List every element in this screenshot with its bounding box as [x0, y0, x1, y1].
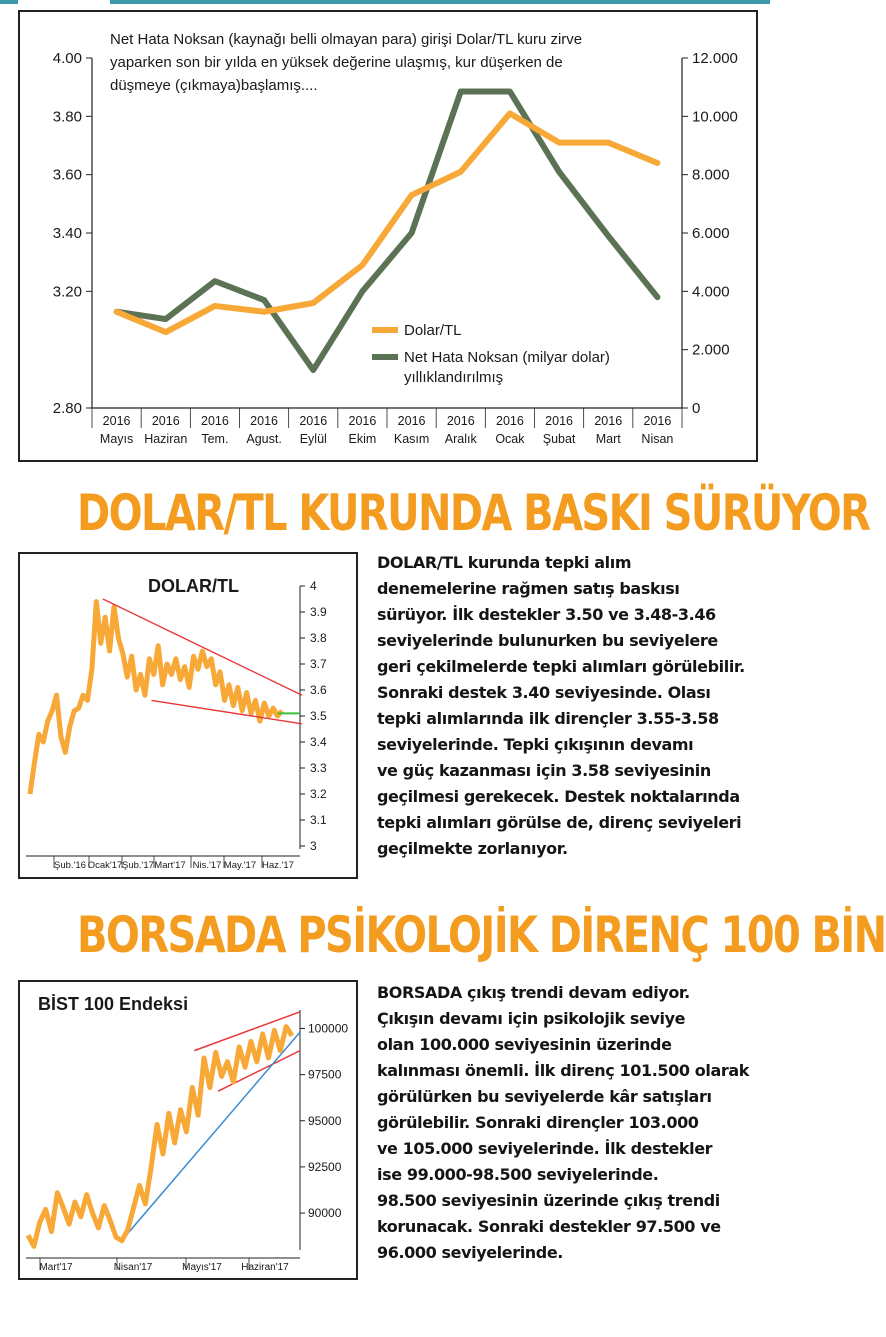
bist-commentary-line: ise 99.000-98.500 seviyelerinde.: [377, 1165, 659, 1184]
x-axis-year-label: 2016: [545, 414, 573, 428]
bist-commentary-line: korunacak. Sonraki destekler 97.500 ve: [377, 1217, 721, 1236]
bist-chart: [20, 982, 356, 1278]
dolar-y-tick-label: 4: [310, 579, 317, 593]
dolar-chart-title: DOLAR/TL: [148, 576, 239, 596]
x-axis-year-label: 2016: [397, 414, 426, 428]
x-axis-year-label: 2016: [594, 414, 623, 428]
dolar-commentary-line: ve güç kazanması için 3.58 seviyesinin: [377, 761, 711, 780]
dolar-x-tick-label: May.'17: [223, 860, 257, 871]
dolar-y-tick-label: 3.5: [310, 709, 327, 723]
dolar-commentary-line: tepki alımlarında ilk dirençler 3.55-3.58: [377, 709, 719, 728]
main-annotation-line-2: yaparken son bir yılda en yüksek değerine ulaşmış, kur düşerken de: [110, 54, 563, 71]
dolar-commentary-line: denemelerine rağmen satış baskısı: [377, 579, 680, 598]
x-axis-month-label: Nisan: [641, 432, 674, 446]
x-axis-month-label: Mart: [595, 432, 621, 446]
bist-commentary-line: Çıkışın devamı için psikolojik seviye: [377, 1009, 686, 1028]
x-axis-month-label: Ocak: [495, 432, 525, 446]
legend-nhn-label-line-2: yıllıklandırılmış: [404, 369, 504, 386]
bist-commentary: [377, 980, 767, 1266]
x-axis-month-label: Ekim: [348, 432, 377, 446]
bist-commentary-line: 98.500 seviyesinin üzerinde çıkış trendi: [377, 1191, 720, 1210]
x-axis-month-label: Tem.: [201, 432, 229, 446]
right-axis-tick-label: 10.000: [692, 108, 738, 126]
bist-x-tick-label: Nisan'17: [113, 1262, 153, 1273]
dolar-x-tick-label: Ocak'17: [87, 860, 123, 871]
dolar-price-line: [30, 602, 282, 794]
main-annotation-line-1: Net Hata Noksan (kaynağı belli olmayan para) girişi Dolar/TL kuru zirve: [110, 31, 583, 48]
x-axis-year-label: 2016: [348, 414, 377, 428]
bist-chart-series: [28, 1012, 300, 1246]
main-annotation-line-3: düşmeye (çıkmaya)başlamış....: [110, 77, 318, 94]
left-axis-tick-label: 3.60: [52, 166, 82, 184]
bist-y-tick-label: 100000: [308, 1021, 349, 1036]
x-axis-month-label: Agust.: [246, 432, 282, 446]
dolar-x-tick-label: Haz.'17: [262, 860, 294, 871]
x-axis-month-label: Haziran: [144, 432, 188, 446]
dolar-chart-panel: [18, 552, 358, 879]
dolar-commentary-line: geçilmekte zorlanıyor.: [377, 839, 568, 858]
bist-y-tick-label: 97500: [308, 1067, 342, 1082]
x-axis-year-label: 2016: [201, 414, 229, 428]
bist-y-tick-label: 90000: [308, 1206, 342, 1221]
left-axis-tick-label: 3.40: [52, 225, 82, 242]
dolar-commentary-line: sürüyor. İlk destekler 3.50 ve 3.48-3.46: [377, 605, 716, 624]
right-axis-tick-label: 12.000: [692, 50, 738, 67]
heading-borsa: BORSADA PSİKOLOJİK DİRENÇ 100 BİN: [77, 906, 886, 964]
bist-x-tick-label: Haziran'17: [241, 1262, 289, 1273]
dolar-commentary: [377, 550, 767, 862]
bist-x-tick-label: Mayıs'17: [182, 1262, 222, 1273]
bist-y-tick-label: 95000: [308, 1113, 342, 1128]
dolar-commentary-line: geçilmesi gerekecek. Destek noktalarında: [377, 787, 740, 806]
bist-chart-title: BİST 100 Endeksi: [38, 994, 189, 1014]
bist-commentary-line: görülürken bu seviyelerde kâr satışları: [377, 1087, 712, 1106]
bist-commentary-line: ve 105.000 seviyelerinde. İlk destekler: [377, 1139, 713, 1158]
x-axis-month-label: Mayıs: [99, 432, 134, 446]
right-axis-tick-label: 6.000: [692, 225, 730, 242]
x-axis-month-label: Şubat: [542, 432, 576, 446]
right-axis-tick-label: 8.000: [692, 166, 730, 184]
legend-nhn-label-line-1: Net Hata Noksan (milyar dolar): [404, 349, 610, 366]
x-axis-month-label: Aralık: [444, 432, 477, 446]
dolar-y-tick-label: 3.6: [310, 683, 327, 697]
x-axis-year-label: 2016: [250, 414, 278, 428]
x-axis-year-label: 2016: [643, 414, 672, 428]
dolar-y-tick-label: 3.4: [310, 735, 327, 749]
dolar-commentary-line: Sonraki destek 3.40 seviyesinde. Olası: [377, 683, 711, 702]
dolar-chart: [20, 554, 356, 877]
left-axis-tick-label: 3.80: [52, 108, 82, 126]
x-axis-year-label: 2016: [446, 414, 475, 428]
dolar-x-tick-label: Şub.'17: [122, 860, 154, 871]
dolar-commentary-line: DOLAR/TL kurunda tepki alım: [377, 553, 632, 572]
top-accent-left: [0, 0, 18, 4]
bist-chart-panel: [18, 980, 358, 1280]
dolar-commentary-line: geri çekilmelerde tepki alımları görülebilir.: [377, 657, 745, 676]
dolar-commentary-line: tepki alımları görülse de, direnç seviyeleri: [377, 813, 742, 832]
left-axis-tick-label: 3.20: [52, 283, 82, 301]
x-axis-year-label: 2016: [299, 414, 328, 428]
left-axis-tick-label: 4.00: [52, 50, 82, 67]
dolar-series-line: [117, 113, 658, 332]
dolar-x-tick-label: Nis.'17: [192, 860, 222, 871]
main-chart: [20, 12, 756, 460]
dolar-chart-series: [30, 599, 302, 794]
dolar-x-tick-label: Mart'17: [154, 860, 186, 871]
top-accent-right: [110, 0, 770, 4]
bist-commentary-line: 96.000 seviyelerinde.: [377, 1243, 563, 1262]
bist-chart-axes: [26, 1010, 348, 1273]
dolar-y-tick-label: 3.7: [310, 657, 327, 671]
bist-commentary-line: görülebilir. Sonraki dirençler 103.000: [377, 1113, 699, 1132]
dolar-y-tick-label: 3.1: [310, 813, 327, 827]
bist-commentary-line: olan 100.000 seviyesinin üzerinde: [377, 1035, 672, 1054]
dolar-y-tick-label: 3.9: [310, 605, 327, 619]
left-axis-tick-label: 2.80: [52, 400, 82, 417]
right-axis-tick-label: 2.000: [692, 341, 730, 359]
right-axis-tick-label: 0: [692, 400, 701, 417]
x-axis-year-label: 2016: [102, 414, 131, 428]
legend-dolar-label: Dolar/TL: [404, 322, 462, 339]
bist-y-tick-label: 92500: [308, 1159, 342, 1174]
x-axis-month-label: Kasım: [393, 432, 430, 446]
dolar-y-tick-label: 3.8: [310, 631, 327, 645]
dolar-y-tick-label: 3.2: [310, 787, 327, 801]
dolar-commentary-line: seviyelerinde bulunurken bu seviyelere: [377, 631, 718, 650]
heading-dolar: DOLAR/TL KURUNDA BASKI SÜRÜYOR: [77, 484, 870, 542]
x-axis-year-label: 2016: [151, 414, 180, 428]
main-chart-panel: [18, 10, 758, 462]
dolar-commentary-line: seviyelerinde. Tepki çıkışının devamı: [377, 735, 694, 754]
top-accent-rule: [0, 0, 770, 10]
dolar-x-tick-label: Şub.'16: [54, 860, 86, 871]
bist-x-tick-label: Mart'17: [39, 1262, 73, 1273]
x-axis-month-label: Eylül: [299, 432, 327, 446]
right-axis-tick-label: 4.000: [692, 283, 730, 301]
bist-index-line: [28, 1027, 292, 1247]
x-axis-year-label: 2016: [496, 414, 524, 428]
dolar-y-tick-label: 3: [310, 839, 317, 853]
bist-commentary-line: BORSADA çıkış trendi devam ediyor.: [377, 983, 690, 1002]
main-legend: [372, 322, 610, 386]
dolar-y-tick-label: 3.3: [310, 761, 327, 775]
bist-commentary-line: kalınması önemli. İlk direnç 101.500 olarak: [377, 1061, 749, 1080]
